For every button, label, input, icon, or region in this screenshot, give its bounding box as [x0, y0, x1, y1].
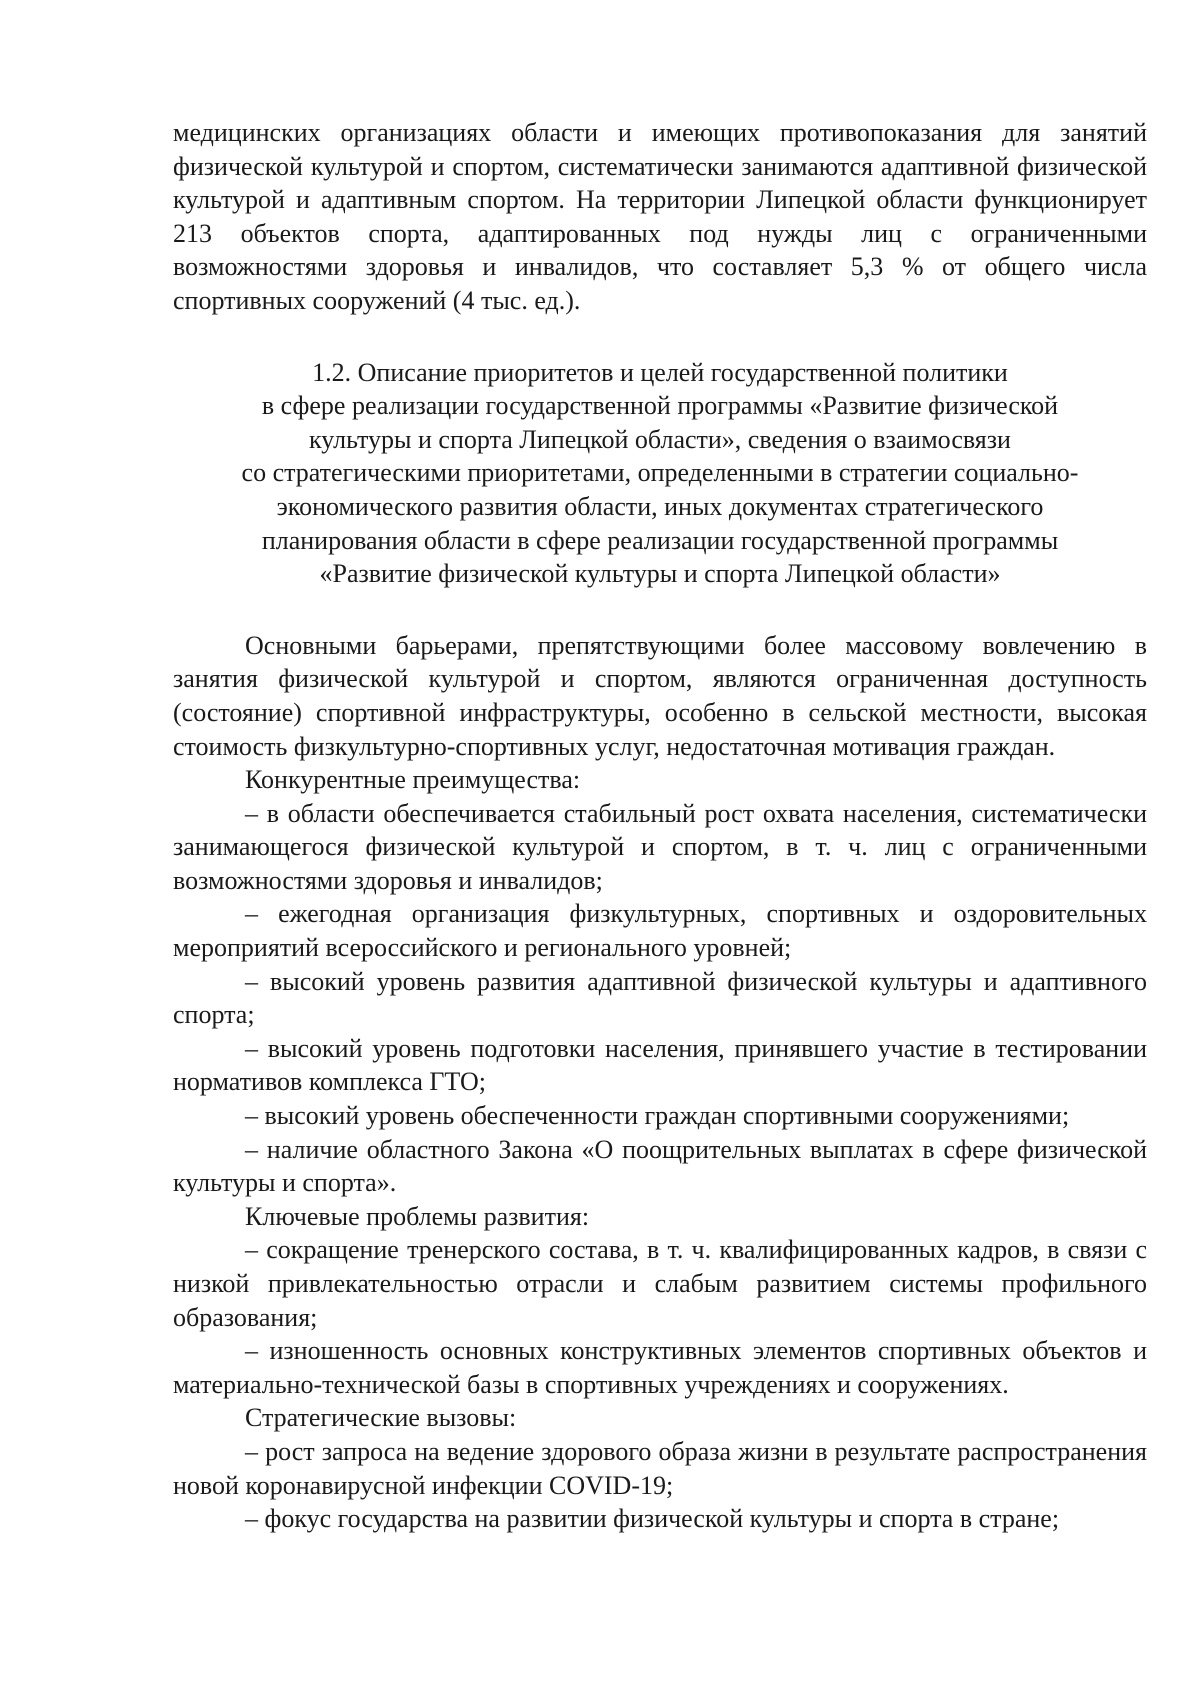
- heading-line: культуры и спорта Липецкой области», сведения о взаимосвязи: [309, 424, 1011, 454]
- problems-title: Ключевые проблемы развития:: [245, 1201, 590, 1231]
- heading-line: «Развитие физической культуры и спорта Липецкой области»: [319, 559, 1001, 589]
- heading-line: в сфере реализации государственной программы «Развитие физической: [261, 391, 1059, 421]
- advantage-item: – высокий уровень подготовки населения, принявшего участие в тестировании нормативов комплекса ГТО;: [173, 1033, 1147, 1097]
- heading-line: 1.2. Описание приоритетов и целей государственной политики: [312, 357, 1008, 387]
- advantage-item: – ежегодная организация физкультурных, спортивных и оздоровительных мероприятий всероссийского и регионального уровней;: [173, 899, 1147, 963]
- advantages-title: Конкурентные преимущества:: [245, 765, 581, 795]
- section-heading: [173, 356, 1147, 591]
- advantage-item: – высокий уровень развития адаптивной физической культуры и адаптивного спорта;: [173, 966, 1147, 1030]
- barriers-paragraph: Основными барьерами, препятствующими более массовому вовлечению в занятия физической культурой и спортом, являются ограниченная доступность (состояние) спортивной инфраструктуры, особенно в сельской местности, высокая стоимость физкультурно-спортивных услуг, недостаточная мотивация граждан.: [173, 630, 1147, 761]
- advantage-item: – в области обеспечивается стабильный рост охвата населения, систематически занимающегося физической культурой и спортом, в т. ч. лиц с ограниченными возможностями здоровья и инвалидов;: [173, 798, 1147, 895]
- challenge-item: – рост запроса на ведение здорового образа жизни в результате распространения новой коронавирусной инфекции COVID-19;: [173, 1436, 1147, 1500]
- heading-line: со стратегическими приоритетами, определенными в стратегии социально-: [241, 458, 1079, 488]
- challenge-item: – фокус государства на развитии физической культуры и спорта в стране;: [245, 1504, 1060, 1534]
- heading-line: экономического развития области, иных документах стратегического: [276, 491, 1044, 521]
- advantage-item: – высокий уровень обеспеченности граждан спортивными сооружениями;: [245, 1101, 1070, 1131]
- problem-item: – изношенность основных конструктивных элементов спортивных объектов и материально-технической базы в спортивных учреждениях и сооружениях.: [173, 1336, 1147, 1399]
- document-body: [173, 116, 1147, 1536]
- problem-item: – сокращение тренерского состава, в т. ч. квалифицированных кадров, в связи с низкой привлекательностью отрасли и слабым развитием системы профильного образования;: [173, 1235, 1147, 1332]
- advantage-item: – наличие областного Закона «О поощрительных выплатах в сфере физической культуры и спорта».: [173, 1134, 1147, 1198]
- intro-paragraph: медицинских организациях области и имеющих противопоказания для занятий физической культурой и спортом, систематически занимаются адаптивной физической культурой и адаптивным спортом. На территории Липецкой области функционирует 213 объектов спорта, адаптированных под нужды лиц с ограниченными возможностями здоровья и инвалидов, что составляет 5,3 % от общего числа спортивных сооружений (4 тыс. ед.).: [173, 118, 1147, 315]
- heading-line: планирования области в сфере реализации государственной программы: [261, 525, 1059, 555]
- challenges-title: Стратегические вызовы:: [245, 1403, 517, 1433]
